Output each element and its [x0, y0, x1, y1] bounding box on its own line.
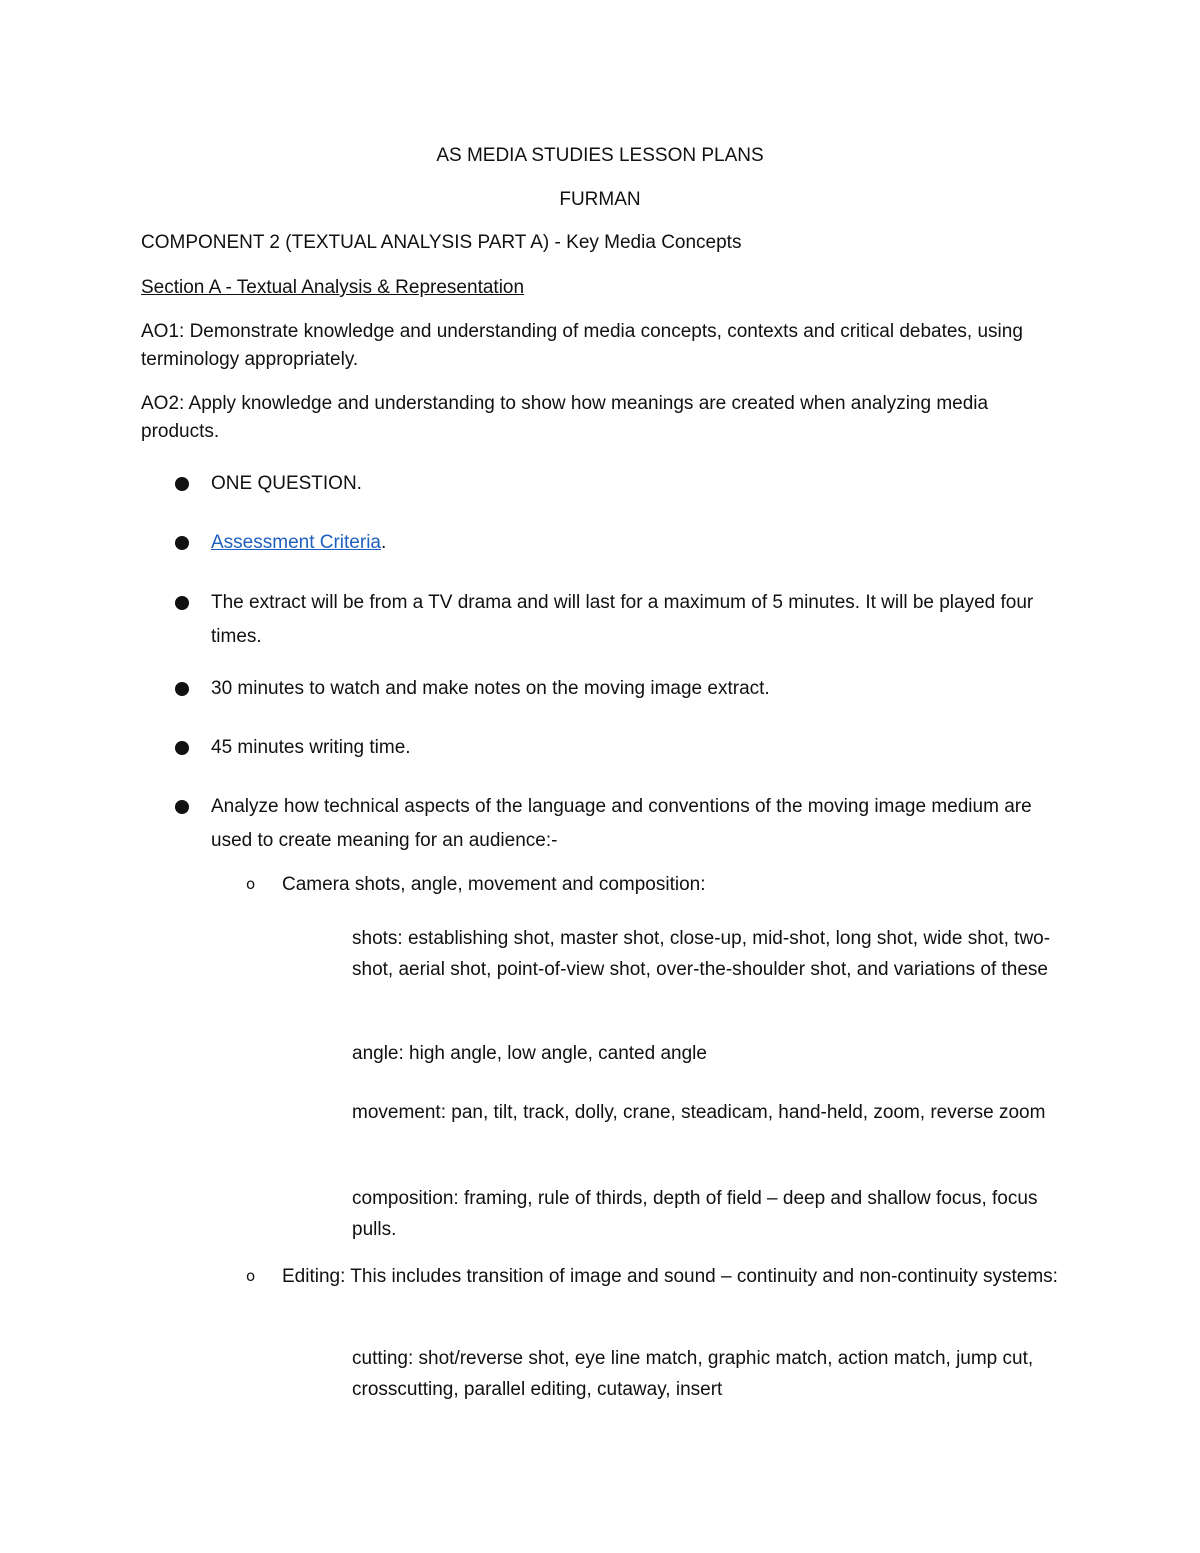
author-name: FURMAN	[559, 189, 641, 210]
bullet-icon	[175, 596, 189, 610]
sub-list-item-text: Camera shots, angle, movement and composition:	[282, 874, 706, 895]
bullet-icon	[175, 800, 189, 814]
bullet-icon	[175, 741, 189, 755]
camera-angle-detail: angle: high angle, low angle, canted angle	[352, 1043, 707, 1064]
camera-movement-detail: movement: pan, tilt, track, dolly, crane, steadicam, hand-held, zoom, reverse zoom	[352, 1102, 1046, 1123]
editing-cutting-detail: cutting: shot/reverse shot, eye line match, graphic match, action match, jump cut, crosscutting, parallel editing, cutaway, insert	[352, 1348, 1034, 1400]
list-item-text: The extract will be from a TV drama and will last for a maximum of 5 minutes. It will be played four times.	[211, 592, 1034, 647]
list-item-text: 30 minutes to watch and make notes on the moving image extract.	[211, 678, 770, 699]
section-heading: Section A - Textual Analysis & Representation	[141, 277, 525, 298]
sub-bullet-icon: o	[246, 1267, 256, 1285]
camera-shots-detail: shots: establishing shot, master shot, close-up, mid-shot, long shot, wide shot, two-shot, aerial shot, point-of-view shot, over-the-shoulder shot, and variations of these	[352, 928, 1051, 980]
list-item-text	[211, 526, 1065, 560]
assessment-criteria-link[interactable]: Assessment Criteria	[211, 532, 381, 553]
objective-ao2: AO2: Apply knowledge and understanding to show how meanings are created when analyzing media products.	[141, 393, 989, 442]
sub-bullet-icon: o	[246, 875, 256, 893]
list-item-text: ONE QUESTION.	[211, 473, 362, 494]
component-heading: COMPONENT 2 (TEXTUAL ANALYSIS PART A) - Key Media Concepts	[141, 232, 742, 253]
document-title: AS MEDIA STUDIES LESSON PLANS	[436, 145, 764, 166]
bullet-icon	[175, 682, 189, 696]
bullet-icon	[175, 536, 189, 550]
camera-composition-detail: composition: framing, rule of thirds, depth of field – deep and shallow focus, focus pulls.	[352, 1188, 1038, 1240]
list-item-punctuation: .	[381, 532, 387, 553]
sub-list-item-text: Editing: This includes transition of image and sound – continuity and non-continuity systems:	[282, 1266, 1058, 1287]
list-item-text: 45 minutes writing time.	[211, 737, 411, 758]
bullet-icon	[175, 477, 189, 491]
list-item-text: Analyze how technical aspects of the language and conventions of the moving image medium are used to create meaning for an audience:-	[211, 796, 1032, 851]
objective-ao1: AO1: Demonstrate knowledge and understanding of media concepts, contexts and critical debates, using terminology appropriately.	[141, 321, 1023, 370]
